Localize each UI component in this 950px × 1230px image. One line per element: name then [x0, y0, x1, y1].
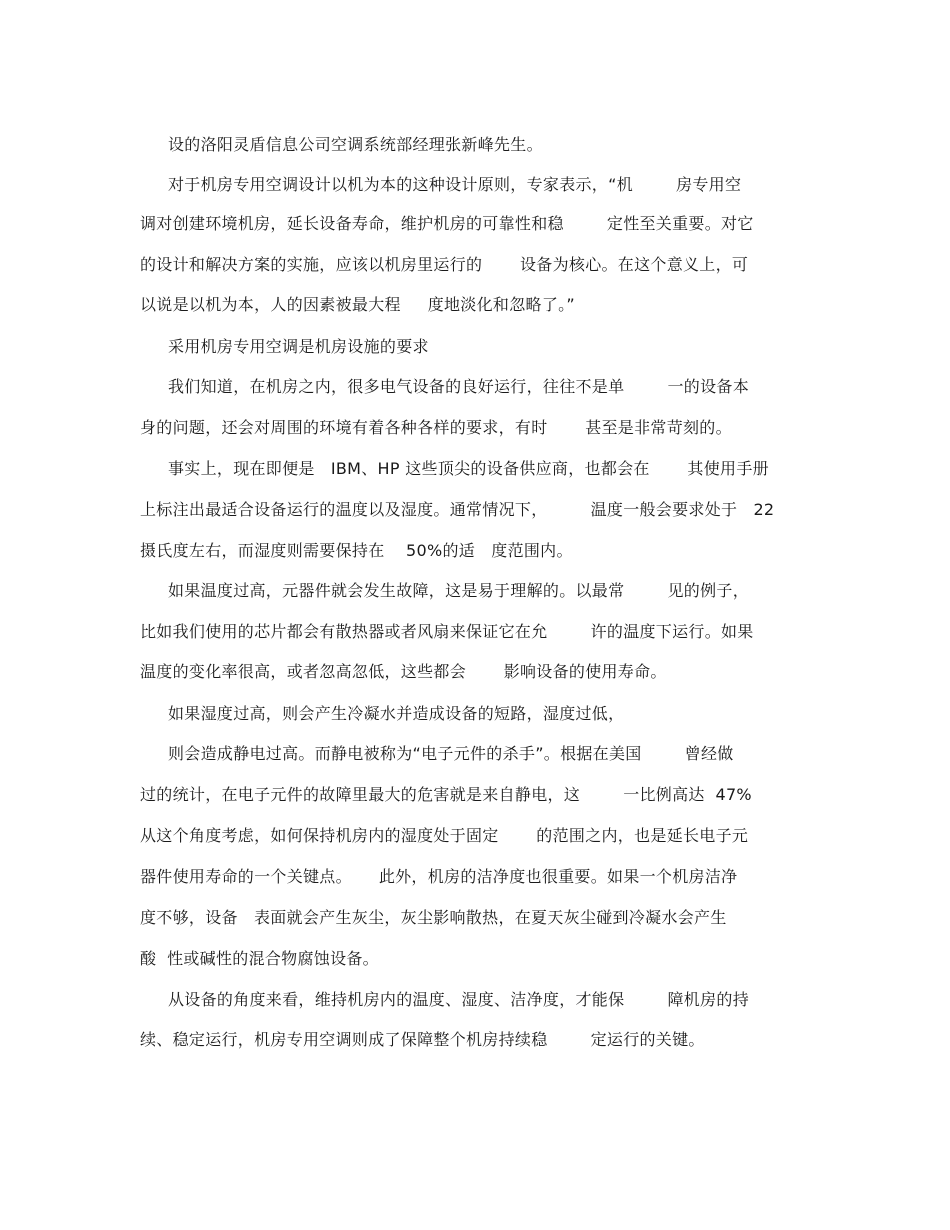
- text-line: 则会造成静电过高。而静电被称为“电子元件的杀手”。根据在美国 曾经做: [168, 744, 734, 763]
- text-line: 过的统计，在电子元件的故障里最大的危害就是来自静电，这 一比例高达 47%: [140, 785, 752, 804]
- text-line: 如果湿度过高，则会产生冷凝水并造成设备的短路，湿度过低，: [168, 704, 625, 723]
- text-line: 身的问题，还会对周围的环境有着各种各样的要求，有时 甚至是非常苛刻的。: [140, 418, 732, 437]
- text-line: 事实上，现在即便是 IBM、HP 这些顶尖的设备供应商，也都会在 其使用手册: [168, 459, 769, 478]
- text-line: 的设计和解决方案的实施，应该以机房里运行的 设备为核心。在这个意义上，可: [140, 255, 749, 274]
- text-line: 对于机房专用空调设计以机为本的这种设计原则，专家表示，“机 房专用空: [168, 175, 742, 194]
- text-line: 上标注出最适合设备运行的温度以及湿度。通常情况下， 温度一般会要求处于 22: [140, 500, 775, 519]
- text-line: 比如我们使用的芯片都会有散热器或者风扇来保证它在允 许的温度下运行。如果: [140, 622, 754, 641]
- text-line: 续、稳定运行，机房专用空调则成了保障整个机房持续稳 定运行的关键。: [140, 1030, 705, 1049]
- text-line: 以说是以机为本，人的因素被最大程 度地淡化和忽略了。”: [140, 295, 576, 314]
- text-line: 器件使用寿命的一个关键点。 此外，机房的洁净度也很重要。如果一个机房洁净: [140, 867, 738, 886]
- text-line: 度不够，设备 表面就会产生灰尘，灰尘影响散热，在夏天灰尘碰到冷凝水会产生: [140, 908, 727, 927]
- text-line: 摄氏度左右，而湿度则需要保持在 50%的适 度范围内。: [140, 541, 573, 560]
- text-line: 温度的变化率很高，或者忽高忽低，这些都会 影响设备的使用寿命。: [140, 662, 667, 681]
- text-line: 从设备的角度来看，维持机房内的温度、湿度、洁净度，才能保 障机房的持: [168, 990, 749, 1009]
- text-line: 调对创建环境机房，延长设备寿命，维护机房的可靠性和稳 定性至关重要。对它: [140, 214, 754, 233]
- text-line: 酸 性或碱性的混合物腐蚀设备。: [140, 949, 379, 968]
- text-line: 设的洛阳灵盾信息公司空调系统部经理张新峰先生。: [168, 135, 543, 154]
- text-line: 从这个角度考虑，如何保持机房内的湿度处于固定 的范围之内，也是延长电子元: [140, 826, 749, 845]
- text-line: 我们知道，在机房之内，很多电气设备的良好运行，往往不是单 一的设备本: [168, 377, 749, 396]
- text-line: 如果温度过高，元器件就会发生故障，这是易于理解的。以最常 见的例子，: [168, 581, 749, 600]
- section-heading: 采用机房专用空调是机房设施的要求: [168, 337, 429, 356]
